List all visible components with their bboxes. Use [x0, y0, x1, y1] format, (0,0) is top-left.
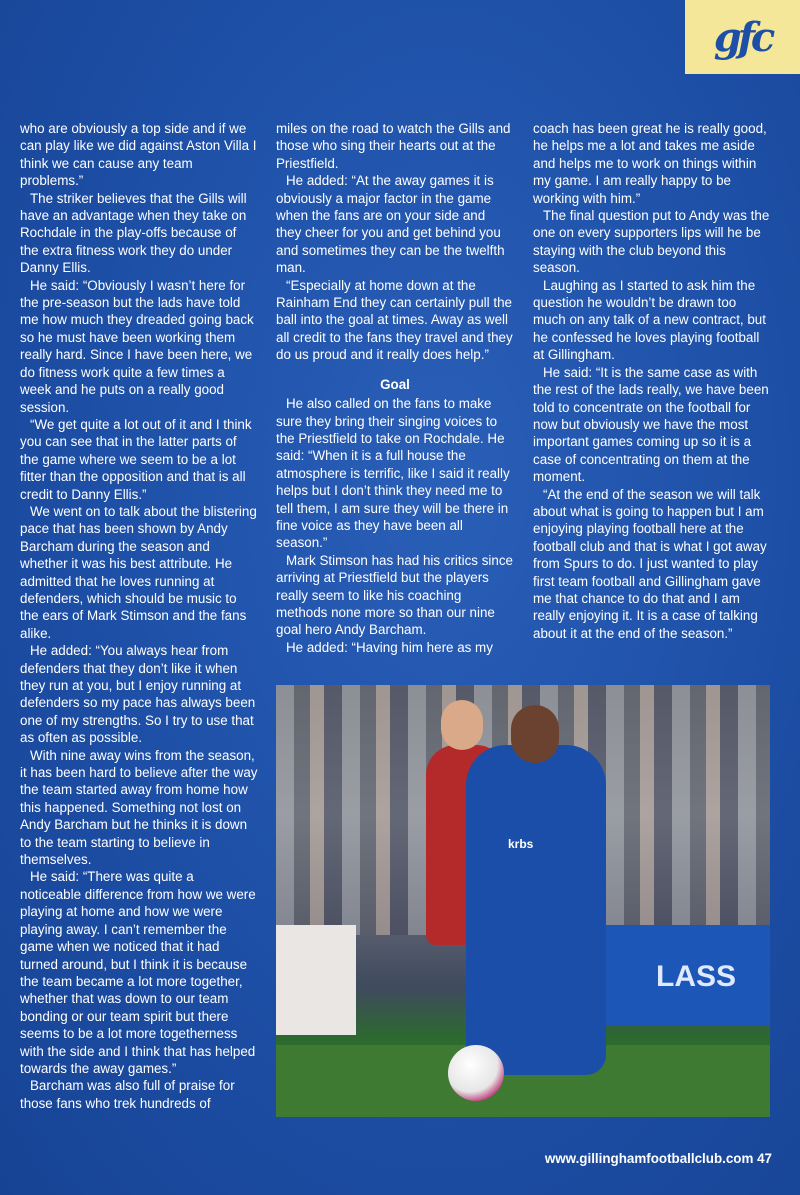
article-column-3 [533, 120, 771, 642]
paragraph: He said: “It is the same case as with the rest of the lads really, we have been told to concentrate on the football for now but obviously we have the most important games coming up so it is a case of concentrating on them at the moment. [533, 364, 769, 485]
section-subheading: Goal [380, 376, 410, 392]
paragraph: Barcham was also full of praise for those fans who trek hundreds of [20, 1078, 235, 1111]
paragraph: “We get quite a lot out of it and I think you can see that in the latter parts of the game where we seem to be a lot fitter than the opposition and that is all credit to Danny Ellis.” [20, 416, 252, 502]
paragraph: He said: “Obviously I wasn’t here for the pre-season but the lads have told me how much they dreaded going back so he must have been working them really hard. Since I have been here, we do fitness work quite a few times a week and he puts on a really good session. [20, 277, 254, 415]
football [448, 1045, 504, 1101]
page-footer: www.gillinghamfootballclub.com 47 [544, 1151, 772, 1166]
paragraph: coach has been great he is really good, he helps me a lot and takes me aside and helps me to work on things within my game. I am really happy to be working with him.” [533, 121, 767, 206]
gillingham-player-head [511, 705, 559, 763]
paragraph: He also called on the fans to make sure they bring their singing voices to the Priestfield to take on Rochdale. He said: “When it is a full house the atmosphere is terrific, like I said it really helps but I don’t think they need me to tell them, I am sure they will be there in fine voice as they have been all season.” [276, 396, 510, 551]
paragraph: He added: “You always hear from defenders that they don’t like it when they run at you, but I enjoy running at defenders so my pace has always been one of my strengths. So I try to use that as often as possible. [20, 643, 256, 746]
opposition-player-head [441, 700, 483, 750]
gillingham-player [466, 745, 606, 1075]
club-logo-text: gfc [713, 13, 772, 61]
paragraph: who are obviously a top side and if we can play like we did against Aston Villa I think we can cause any team problems.” [20, 121, 257, 189]
paragraph: Laughing as I started to ask him the question he wouldn’t be drawn too much on any talk of a new contract, but he confessed he loves playing football at Gillingham. [533, 277, 766, 363]
paragraph: We went on to talk about the blistering pace that has been shown by Andy Barcham during the season and whether it was his best attribute. He admitted that he loves running at defenders, which should be music to the ears of Mark Stimson and the fans alike. [20, 503, 257, 641]
paragraph: He added: “Having him here as my [286, 639, 493, 655]
match-photo [276, 685, 770, 1117]
paragraph: With nine away wins from the season, it has been hard to believe after the way the team started away from home how this happened. Something not lost on Andy Barcham but he thinks it is down to the team starting to believe in themselves. [20, 747, 258, 868]
paragraph: miles on the road to watch the Gills and those who sing their hearts out at the Priestfield. [276, 121, 511, 171]
hoarding-text: LASS [656, 960, 737, 993]
paragraph: Mark Stimson has had his critics since arriving at Priestfield but the players really seem to like his coaching methods none more so than our nine goal hero Andy Barcham. [276, 552, 513, 638]
kit-sponsor: krbs [508, 837, 534, 851]
paragraph: He added: “At the away games it is obviously a major factor in the game when the fans are on your side and they cheer for you and get behind you and sometimes they can be the twelfth man. [276, 173, 505, 276]
club-logo [685, 0, 800, 74]
paragraph: The final question put to Andy was the one on every supporters lips will he be staying with the club beyond this season. [533, 208, 770, 276]
paragraph: “At the end of the season we will talk about what is going to happen but I am enjoying playing football here at the football club and that is what I got away from Spurs to do. I just wanted to play first team football and Gillingham gave me that chance to do that and I am really enjoying it. It is a case of talking about it at the end of the season.” [533, 486, 767, 641]
paragraph: He said: “There was quite a noticeable difference from how we were playing at home and how we were playing away. I can’t remember the game when we noticed that it had turned around, but I think it is because the team became a lot more together, whether that was down to our team bonding or our team spirit but there seems to be a lot more togetherness with the side and I think that has helped towards the away games.” [20, 869, 256, 1076]
article-column-2 [276, 120, 514, 656]
article-column-1 [20, 120, 258, 1112]
pitchside-sign [276, 925, 356, 1035]
paragraph: The striker believes that the Gills will have an advantage when they take on Rochdale in the play-offs because of the extra fitness work they do under Danny Ellis. [20, 190, 247, 276]
paragraph: “Especially at home down at the Rainham End they can certainly pull the ball into the goal at times. Away as well all credit to the fans they travel and they do us proud and it really does help.” [276, 277, 513, 363]
